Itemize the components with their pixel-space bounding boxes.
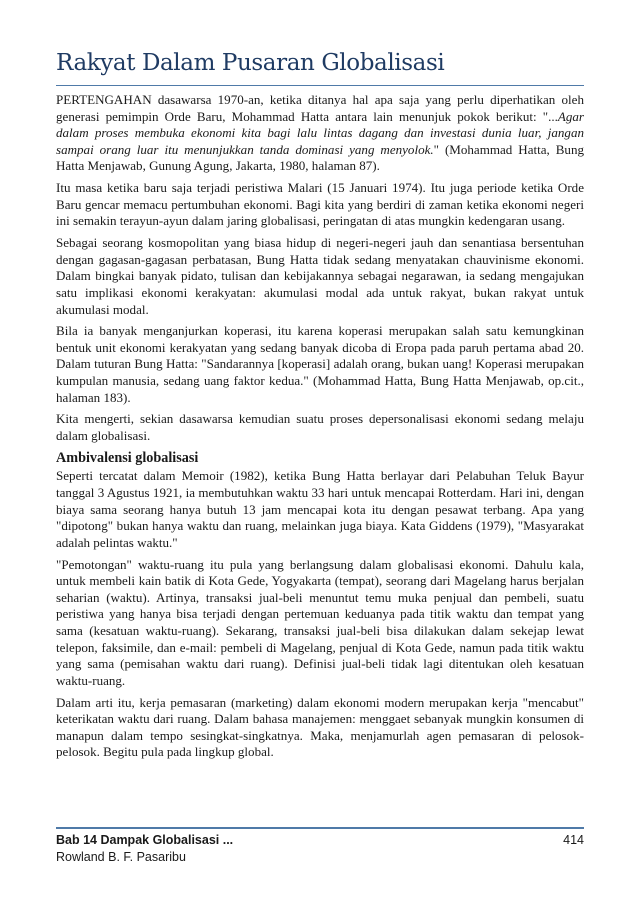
footer	[56, 832, 436, 865]
page-title: Rakyat Dalam Pusaran Globalisasi	[56, 50, 445, 76]
paragraph-3: Sebagai seorang kosmopolitan yang biasa hidup di negeri-negeri jauh dan senantiasa bersentuhan dengan gagasan-gagasan perbatasan, Bung Hatta tidak sedang menyatakan chauvinisme ekonomi. Dalam bingkai banyak pidato, tulisan dan kebijakannya sebagai negarawan, ia sedang mengajukan satu implikasi ekonomi kerakyatan: akumulasi modal ada untuk rakyat, bukan rakyat untuk akumulasi modal.	[56, 235, 584, 317]
paragraph-7: "Pemotongan" waktu-ruang itu pula yang berlangsung dalam globalisasi ekonomi. Dahulu kala, untuk membeli kain batik di Kota Gede, Yogyakarta (tempat), seorang dari Magelang harus berjalan seharian (waktu). Artinya, transaksi jual-beli menuntut temu muka penjual dan pembeli, suatu peristiwa yang hanya bisa terjadi dengan pertemuan keduanya pada titik waktu dan tempat yang sama (kesatuan waktu-ruang). Sekarang, transaksi jual-beli bisa dilakukan dalam sekejap lewat telepon, faksimile, dan e-mail: pembeli di Magelang, penjual di Kota Gede, namun pada titik waktu yang sama (pemisahan waktu dari ruang). Definisi jual-beli tidak lagi ditentukan oleh kesatuan waktu-ruang.	[56, 556, 584, 688]
paragraph-1-text-b: " (Mohammad Hatta, Bung Hatta Menjawab, Gunung Agung, Jakarta, 1980, halaman 87).	[56, 141, 585, 174]
paragraph-5: Kita mengerti, sekian dasawarsa kemudian suatu proses depersonalisasi ekonomi sedang melaju dalam globalisasi.	[56, 411, 584, 444]
paragraph-6: Seperti tercatat dalam Memoir (1982), ketika Bung Hatta berlayar dari Pelabuhan Teluk Bayur tanggal 3 Agustus 1921, ia membutuhkan waktu 33 hari untuk mencapai Rotterdam. Hari ini, dengan biaya sama seorang hanya butuh 13 jam mencapai kota itu dengan pesawat terbang. Apa yang "dipotong" bukan hanya waktu dan ruang, melainkan juga biaya. Kata Giddens (1979), "Masyarakat adalah pelintas waktu."	[56, 468, 584, 550]
paragraph-2: Itu masa ketika baru saja terjadi peristiwa Malari (15 Januari 1974). Itu juga periode ketika Orde Baru gencar memacu pertumbuhan ekonomi. Bagi kita yang berdiri di zaman ketika ekonomi negeri ini semakin terayun-ayun dalam jaring globalisasi, peringatan di atas mungkin kedengaran usang.	[56, 180, 584, 229]
paragraph-1-quote: Agar dalam proses membuka ekonomi kita bagi lalu lintas dagang dan investasi dunia luar, jangan sampai orang luar itu menunjukkan tanda dominasi yang menyolok.	[56, 108, 584, 157]
footer-divider	[56, 827, 584, 829]
footer-chapter: Bab 14 Dampak Globalisasi ...	[56, 833, 234, 847]
paragraph-4: Bila ia banyak menganjurkan koperasi, itu karena koperasi merupakan salah satu kemungkinan bentuk unit ekonomi kerakyatan yang sedang banyak dicoba di Eropa pada paruh pertama abad 20. Dalam tuturan Bung Hatta: "Sandarannya [koperasi] adalah orang, bukan uang! Koperasi merupakan kumpulan manusia, sedang uang faktor kedua." (Mohammad Hatta, Bung Hatta Menjawab, op.cit., halaman 183).	[56, 323, 584, 405]
section-subheading: Ambivalensi globalisasi	[56, 449, 199, 466]
title-divider	[56, 85, 584, 86]
page-number: 414	[563, 833, 584, 847]
footer-author: Rowland B. F. Pasaribu	[56, 849, 186, 864]
paragraph-8: Dalam arti itu, kerja pemasaran (marketing) dalam ekonomi modern merupakan kerja "mencabut" keterikatan waktu dari ruang. Dalam bahasa manajemen: menggaet sebanyak mungkin konsumen di manapun dalam tempo sesingkat-singkatnya. Maka, menjamurlah agen pemasaran di pelosok-pelosok. Begitu pula pada lingkup global.	[56, 694, 584, 760]
paragraph-1	[56, 92, 584, 175]
paragraph-1-text-a: PERTENGAHAN dasawarsa 1970-an, ketika ditanya hal apa saja yang perlu diperhatikan oleh generasi pemimpin Orde Baru, Mohammad Hatta antara lain menunjuk pokok berikut: "...	[56, 92, 584, 124]
article-body	[56, 92, 584, 766]
